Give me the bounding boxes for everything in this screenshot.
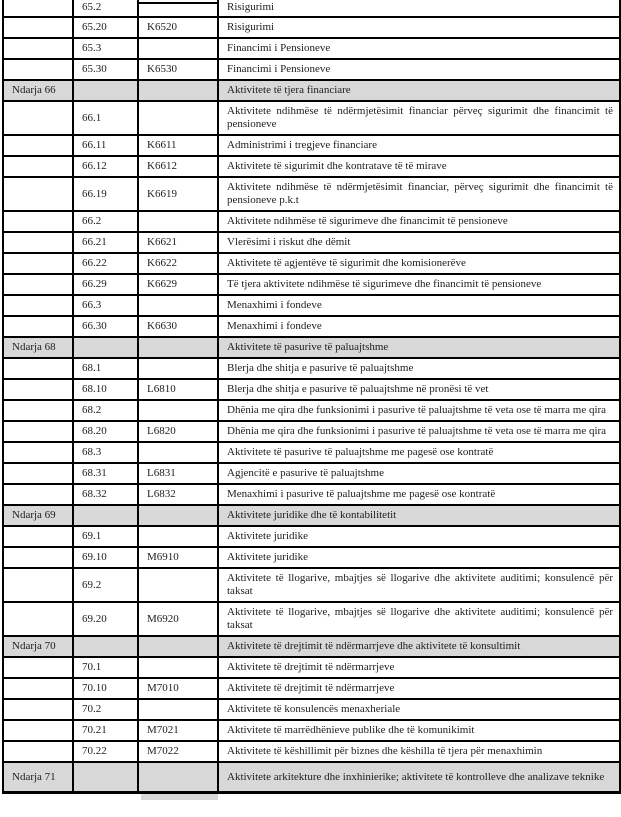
code-cell: 70.1 xyxy=(73,657,138,678)
code-cell: 65.30 xyxy=(73,59,138,80)
code-cell: 65.2 xyxy=(73,0,138,17)
code-cell: 68.2 xyxy=(73,400,138,421)
nace-classification-table xyxy=(2,0,621,794)
description-cell: Aktivitete ndihmëse të sigurimeve dhe financimit të pensioneve xyxy=(218,211,620,232)
nace-code-cell xyxy=(138,80,218,101)
description-cell: Aktivitete të pasurive të paluajtshme me pagesë ose kontratë xyxy=(218,442,620,463)
division-cell xyxy=(3,17,73,38)
description-cell: Dhënia me qira dhe funksionimi i pasurive të paluajtshme të veta ose të marra me qira xyxy=(218,400,620,421)
code-cell: 68.1 xyxy=(73,358,138,379)
code-cell: 68.31 xyxy=(73,463,138,484)
description-cell: Aktivitete juridike dhe të kontabilitetit xyxy=(218,505,620,526)
table-row xyxy=(3,101,620,135)
nace-code-cell: L6832 xyxy=(138,484,218,505)
description-cell: Aktivitete juridike xyxy=(218,526,620,547)
code-cell xyxy=(73,505,138,526)
table-row xyxy=(3,135,620,156)
table-row xyxy=(3,379,620,400)
code-cell xyxy=(73,636,138,657)
code-cell: 68.3 xyxy=(73,442,138,463)
division-cell xyxy=(3,657,73,678)
nace-code-cell: M6920 xyxy=(138,602,218,636)
description-cell: Menaxhimi i fondeve xyxy=(218,316,620,337)
nace-code-cell: M6910 xyxy=(138,547,218,568)
code-cell: 66.22 xyxy=(73,253,138,274)
division-cell xyxy=(3,720,73,741)
division-cell xyxy=(3,699,73,720)
table-row xyxy=(3,274,620,295)
table-row xyxy=(3,316,620,337)
division-cell xyxy=(3,38,73,59)
table-row xyxy=(3,678,620,699)
nace-code-cell xyxy=(138,505,218,526)
table-row xyxy=(3,38,620,59)
table-row xyxy=(3,602,620,636)
description-cell: Menaxhimi i fondeve xyxy=(218,295,620,316)
division-cell xyxy=(3,232,73,253)
nace-code-cell xyxy=(138,358,218,379)
description-cell: Financimi i Pensioneve xyxy=(218,59,620,80)
nace-code-cell xyxy=(138,337,218,358)
nace-code-cell: K6621 xyxy=(138,232,218,253)
description-cell: Blerja dhe shitja e pasurive të paluajtshme xyxy=(218,358,620,379)
division-cell: Ndarja 71 xyxy=(3,762,73,793)
division-cell xyxy=(3,421,73,442)
table-row xyxy=(3,568,620,602)
description-cell: Aktivitete të drejtimit të ndërmarrjeve dhe aktivitete të konsultimit xyxy=(218,636,620,657)
division-cell xyxy=(3,101,73,135)
code-cell: 69.1 xyxy=(73,526,138,547)
division-row xyxy=(3,337,620,358)
code-cell: 66.11 xyxy=(73,135,138,156)
description-cell: Vlerësimi i riskut dhe dëmit xyxy=(218,232,620,253)
table-row xyxy=(3,547,620,568)
table-row xyxy=(3,253,620,274)
nace-code-cell xyxy=(138,568,218,602)
table-row xyxy=(3,699,620,720)
code-cell: 65.3 xyxy=(73,38,138,59)
division-cell xyxy=(3,602,73,636)
division-cell: Ndarja 66 xyxy=(3,80,73,101)
division-cell xyxy=(3,156,73,177)
description-cell: Menaxhimi i pasurive të paluajtshme me pagesë ose kontratë xyxy=(218,484,620,505)
code-cell: 66.21 xyxy=(73,232,138,253)
description-cell: Risigurimi xyxy=(218,17,620,38)
division-cell xyxy=(3,0,73,17)
division-cell: Ndarja 69 xyxy=(3,505,73,526)
code-cell: 66.29 xyxy=(73,274,138,295)
code-cell: 69.10 xyxy=(73,547,138,568)
table-row xyxy=(3,156,620,177)
nace-code-cell xyxy=(138,101,218,135)
description-cell: Aktivitete të tjera financiare xyxy=(218,80,620,101)
code-cell xyxy=(73,337,138,358)
division-row xyxy=(3,80,620,101)
code-cell: 66.3 xyxy=(73,295,138,316)
nace-code-cell xyxy=(138,211,218,232)
table-row xyxy=(3,442,620,463)
description-cell: Aktivitete të drejtimit të ndërmarrjeve xyxy=(218,657,620,678)
description-cell: Aktivitete të marrëdhënieve publike dhe të komunikimit xyxy=(218,720,620,741)
code-cell: 68.10 xyxy=(73,379,138,400)
nace-code-cell: L6820 xyxy=(138,421,218,442)
code-cell: 69.2 xyxy=(73,568,138,602)
division-cell xyxy=(3,135,73,156)
table-row xyxy=(3,741,620,762)
nace-code-cell: M7022 xyxy=(138,741,218,762)
code-cell: 69.20 xyxy=(73,602,138,636)
table-row xyxy=(3,17,620,38)
division-cell xyxy=(3,400,73,421)
code-cell: 66.12 xyxy=(73,156,138,177)
code-cell: 68.32 xyxy=(73,484,138,505)
division-cell: Ndarja 68 xyxy=(3,337,73,358)
division-cell xyxy=(3,295,73,316)
division-cell xyxy=(3,547,73,568)
nace-code-cell: M7021 xyxy=(138,720,218,741)
table-row xyxy=(3,463,620,484)
nace-code-cell: K6530 xyxy=(138,59,218,80)
code-cell: 68.20 xyxy=(73,421,138,442)
nace-code-cell xyxy=(138,295,218,316)
nace-code-cell: K6611 xyxy=(138,135,218,156)
description-cell: Aktivitete të llogarive, mbajtjes së llogarive dhe aktivitete auditimi; konsulencë për taksat xyxy=(218,602,620,636)
division-cell xyxy=(3,526,73,547)
description-cell: Administrimi i tregjeve financiare xyxy=(218,135,620,156)
nace-code-cell: K6622 xyxy=(138,253,218,274)
table-row xyxy=(3,177,620,211)
nace-code-cell: L6831 xyxy=(138,463,218,484)
division-cell xyxy=(3,442,73,463)
table-row xyxy=(3,421,620,442)
table-row xyxy=(3,232,620,253)
division-row xyxy=(3,762,620,793)
description-cell: Aktivitete të drejtimit të ndërmarrjeve xyxy=(218,678,620,699)
nace-code-cell xyxy=(138,442,218,463)
division-cell xyxy=(3,678,73,699)
code-cell: 70.22 xyxy=(73,741,138,762)
nace-code-cell xyxy=(138,526,218,547)
division-cell xyxy=(3,358,73,379)
code-cell: 70.21 xyxy=(73,720,138,741)
description-cell: Aktivitete të llogarive, mbajtjes së llogarive dhe aktivitete auditimi; konsulencë për taksat xyxy=(218,568,620,602)
nace-code-cell: K6629 xyxy=(138,274,218,295)
nace-code-cell: K6520 xyxy=(138,17,218,38)
nace-code-cell: K6612 xyxy=(138,156,218,177)
clipped-cell-top-border-artifact xyxy=(137,2,217,4)
table-row xyxy=(3,400,620,421)
code-cell: 70.10 xyxy=(73,678,138,699)
code-cell: 66.2 xyxy=(73,211,138,232)
division-cell xyxy=(3,484,73,505)
nace-code-cell xyxy=(138,657,218,678)
nace-code-cell: K6630 xyxy=(138,316,218,337)
division-row xyxy=(3,636,620,657)
nace-code-cell: M7010 xyxy=(138,678,218,699)
division-cell xyxy=(3,211,73,232)
description-cell: Aktivitete të konsulencës menaxheriale xyxy=(218,699,620,720)
description-cell: Risigurimi xyxy=(218,0,620,17)
division-cell xyxy=(3,379,73,400)
description-cell: Aktivitete të agjentëve të sigurimit dhe komisionerëve xyxy=(218,253,620,274)
code-cell: 65.20 xyxy=(73,17,138,38)
division-cell: Ndarja 70 xyxy=(3,636,73,657)
division-row xyxy=(3,505,620,526)
table-row xyxy=(3,0,620,17)
code-cell: 66.19 xyxy=(73,177,138,211)
code-cell xyxy=(73,762,138,793)
table-row xyxy=(3,720,620,741)
division-cell xyxy=(3,177,73,211)
division-cell xyxy=(3,741,73,762)
code-cell: 66.1 xyxy=(73,101,138,135)
description-cell: Aktivitete ndihmëse të ndërmjetësimit financiar, përveç sigurimit dhe financimit të pensioneve p.k.t xyxy=(218,177,620,211)
nace-code-cell xyxy=(138,699,218,720)
table-row xyxy=(3,295,620,316)
table-row xyxy=(3,484,620,505)
table-row xyxy=(3,657,620,678)
description-cell: Blerja dhe shitja e pasurive të paluajtshme në pronësi të vet xyxy=(218,379,620,400)
nace-code-cell xyxy=(138,762,218,793)
division-cell xyxy=(3,274,73,295)
table-row xyxy=(3,358,620,379)
division-cell xyxy=(3,59,73,80)
division-cell xyxy=(3,316,73,337)
cell-overflow-artifact xyxy=(141,794,218,800)
nace-code-cell xyxy=(138,400,218,421)
table-row xyxy=(3,59,620,80)
table-row xyxy=(3,526,620,547)
description-cell: Aktivitete juridike xyxy=(218,547,620,568)
code-cell: 66.30 xyxy=(73,316,138,337)
description-cell: Aktivitete të këshillimit për biznes dhe këshilla të tjera për menaxhimin xyxy=(218,741,620,762)
description-cell: Dhënia me qira dhe funksionimi i pasurive të paluajtshme të veta ose të marra me qira xyxy=(218,421,620,442)
nace-code-cell xyxy=(138,636,218,657)
description-cell: Aktivitete të sigurimit dhe kontratave të të mirave xyxy=(218,156,620,177)
description-cell: Të tjera aktivitete ndihmëse të sigurimeve dhe financimit të pensioneve xyxy=(218,274,620,295)
nace-code-cell: L6810 xyxy=(138,379,218,400)
description-cell: Aktivitete ndihmëse të ndërmjetësimit financiar përveç sigurimit dhe financimit të pensioneve xyxy=(218,101,620,135)
division-cell xyxy=(3,568,73,602)
code-cell xyxy=(73,80,138,101)
description-cell: Financimi i Pensioneve xyxy=(218,38,620,59)
nace-code-cell: K6619 xyxy=(138,177,218,211)
description-cell: Agjencitë e pasurive të paluajtshme xyxy=(218,463,620,484)
table-row xyxy=(3,211,620,232)
description-cell: Aktivitete arkitekture dhe inxhinierike; aktivitete të kontrolleve dhe analizave teknike xyxy=(218,762,620,793)
description-cell: Aktivitete të pasurive të paluajtshme xyxy=(218,337,620,358)
nace-code-cell xyxy=(138,38,218,59)
code-cell: 70.2 xyxy=(73,699,138,720)
division-cell xyxy=(3,463,73,484)
division-cell xyxy=(3,253,73,274)
